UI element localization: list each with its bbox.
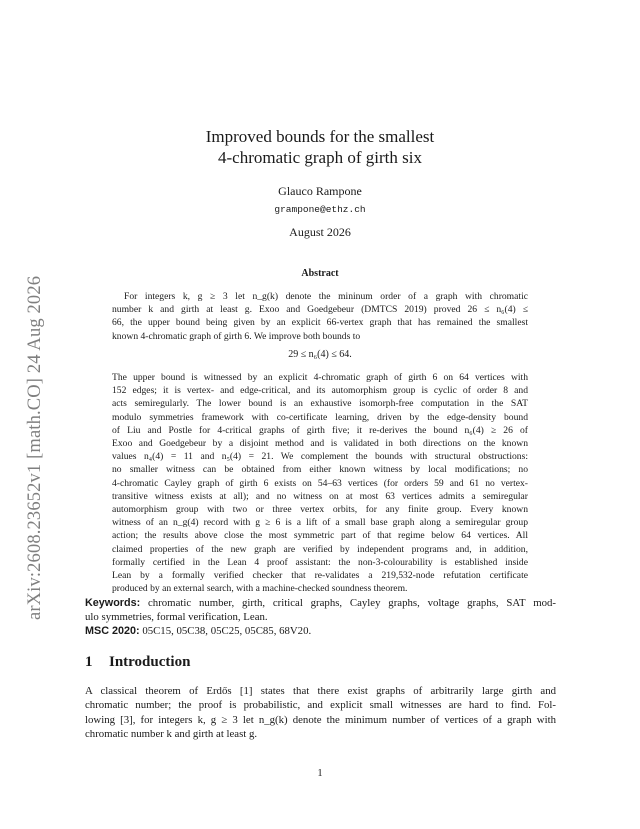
abstract-line: transitive witness exists at all); and no witness on at most 63 vertices admits a semiregular [112, 490, 528, 502]
paper-title [0, 126, 640, 168]
title-line-1: Improved bounds for the smallest [205, 127, 435, 146]
abstract-line: produced by an external search, with a machine-checked soundness theorem. [112, 583, 408, 595]
abstract-line: 4-chromatic Cayley graph of girth 6 exists on 54–63 vertices (for orders 59 and 61 no vertex- [112, 477, 528, 489]
abstract-line: modulo symmetries framework with co-certificate learning, driven by the edge-density bound [112, 411, 528, 423]
arxiv-stamp-text: arXiv:2608.23652v1 [math.CO] 24 Aug 2026 [25, 275, 45, 620]
msc-classification [85, 625, 311, 637]
abstract-line: of Liu and Postle for 4-critical graphs of girth five; it re-derives the bound n₆(4) ≥ 26 of [112, 424, 528, 436]
intro-line: A classical theorem of Erdős [1] states that there exist graphs of arbitrarily large girth and [85, 685, 556, 697]
keywords-text-2: ulo symmetries, formal verification, Lean. [85, 611, 268, 624]
page-number: 1 [317, 768, 323, 779]
abstract-line: number k and girth at least g. Exoo and Goedgebeur (DMTCS 2019) proved 26 ≤ n₆(4) ≤ [112, 304, 528, 316]
intro-line: lowing [3], for integers k, g ≥ 3 let n_g(k) denote the minimum number of vertices of a graph with [85, 713, 556, 726]
msc-codes: 05C15, 05C38, 05C25, 05C85, 68V20. [142, 625, 312, 637]
paper-date: August 2026 [289, 225, 351, 239]
abstract-line: known 4-chromatic graph of girth 6. We improve both bounds to [112, 330, 361, 342]
abstract-paragraph-1 [112, 290, 528, 343]
intro-line: chromatic number; the proof is probabilistic, and explicit small witnesses are hard to find. Fol- [85, 699, 556, 712]
abstract-line: For integers k, g ≥ 3 let n_g(k) denote the mininum order of a graph with chromatic [124, 291, 528, 302]
intro-line: chromatic number k and girth at least g. [85, 728, 258, 741]
abstract-line: The upper bound is witnessed by an explicit 4-chromatic graph of girth 6 on 64 vertices with [112, 372, 528, 383]
abstract-line: Lean by a formally verified checker that re-validates a 219,532-node refutation certificate [112, 570, 528, 582]
abstract-line: automorphism group with two or three vertex orbits, for any finite group. Every known [112, 504, 528, 516]
title-line-2: 4-chromatic graph of girth six [218, 148, 422, 167]
abstract-heading: Abstract [301, 268, 339, 279]
abstract-paragraph-2 [112, 371, 528, 595]
abstract-line: witness of an n_g(4) record with g ≥ 6 is a lift of a small base graph along a semiregular group [112, 517, 528, 529]
keywords-text-1: chromatic number, girth, critical graphs, Cayley graphs, voltage graphs, SAT mod- [148, 597, 557, 609]
abstract-line: acts semiregularly. The lower bound is an exhaustive isomorph-free computation in the SAT [112, 398, 528, 410]
abstract-line: action; the results above close the most symmetric part of that regime below 64 vertices. All [112, 530, 528, 542]
section-title: Introduction [109, 654, 191, 670]
abstract-line: formally certified in the Lean 4 proof assistant: the non-3-colourability is established inside [112, 556, 528, 568]
abstract-line: 66, the upper bound being given by an explicit 66-vertex graph that has remained the smallest [112, 317, 528, 329]
abstract-line: claimed properties of the new graph are verified by independent programs and, in addition, [112, 543, 528, 555]
keywords-label: Keywords: [85, 597, 141, 609]
abstract-line: 152 edges; it is vertex- and edge-critical, and its automorphism group is cyclic of order 8 and [112, 385, 528, 397]
author-email[interactable]: grampone@ethz.ch [274, 204, 366, 215]
section-heading [85, 654, 190, 671]
author-name: Glauco Rampone [278, 184, 362, 198]
intro-paragraph [85, 684, 556, 742]
abstract-line: no smaller witness can be obtained from either known witness by local modifications; no [112, 464, 528, 476]
msc-label: MSC 2020: [85, 625, 140, 637]
abstract-display-equation: 29 ≤ n₆(4) ≤ 64. [288, 349, 352, 360]
section-number: 1 [85, 654, 93, 670]
abstract-line: Exoo and Goedgebeur by a disjoint method and is validated in both directions on the known [112, 438, 528, 450]
keywords [85, 596, 556, 624]
abstract-line: values n₄(4) = 11 and n₅(4) = 21. We complement the bounds with structural obstructions: [112, 451, 528, 463]
